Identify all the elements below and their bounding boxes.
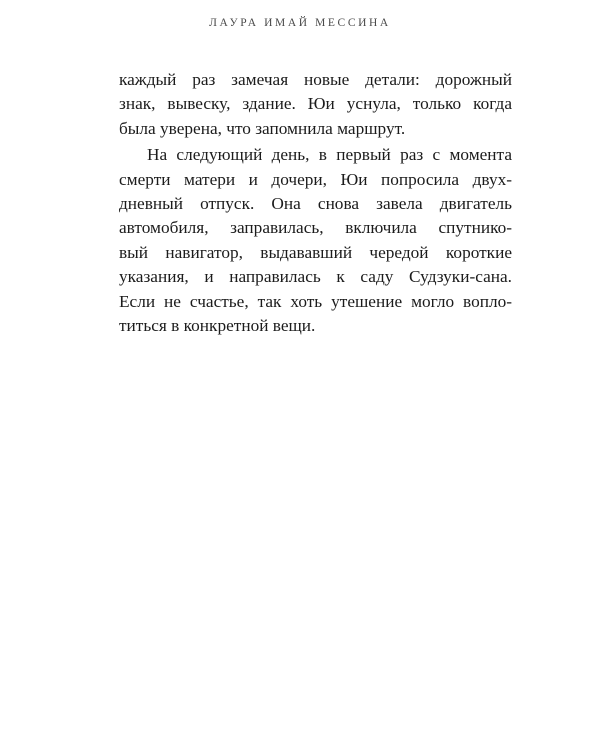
text-line: указания, и направилась к саду Судзуки-сана. [119, 267, 512, 287]
text-line: автомобиля, заправилась, включила спутнико- [119, 218, 512, 238]
text-line: Если не счастье, так хоть утешение могло вопло- [119, 291, 512, 311]
paragraph-2 [119, 143, 512, 338]
text-line: была уверена, что запомнила маршрут. [119, 118, 406, 138]
text-line: На следующий день, в первый раз с момента [147, 145, 512, 165]
text-line: титься в конкретной вещи. [119, 316, 316, 336]
text-line: вый навигатор, выдававший чередой короткие [119, 242, 512, 262]
paragraph-1 [119, 68, 512, 141]
body-text [119, 68, 512, 338]
running-head: ЛАУРА ИМАЙ МЕССИНА [209, 17, 391, 29]
text-line: дневный отпуск. Она снова завела двигатель [119, 194, 512, 214]
text-line: смерти матери и дочери, Юи попросила двух- [119, 169, 512, 189]
text-line: каждый раз замечая новые детали: дорожный [119, 70, 512, 89]
text-line: знак, вывеску, здание. Юи уснула, только когда [119, 94, 512, 114]
